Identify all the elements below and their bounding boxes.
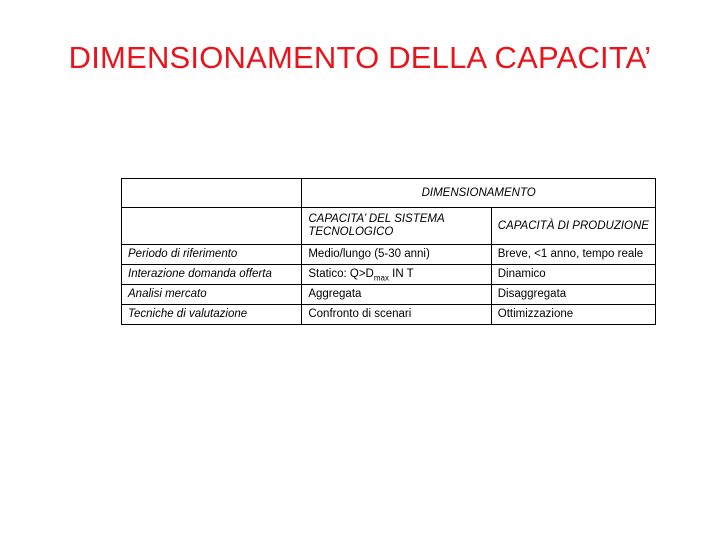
page-title: DIMENSIONAMENTO DELLA CAPACITA’ [68, 40, 652, 75]
column-header-prod: CAPACITÀ DI PRODUZIONE [491, 208, 655, 245]
table-row [122, 265, 656, 285]
column-header-tech: CAPACITA’ DEL SISTEMA TECNOLOGICO [302, 208, 491, 245]
cell-prod: Disaggregata [491, 285, 655, 305]
table-group-header: DIMENSIONAMENTO [302, 179, 656, 208]
cell-tech: Aggregata [302, 285, 491, 305]
row-label: Interazione domanda offerta [122, 265, 302, 285]
cell-tech-suffix: IN T [388, 268, 414, 280]
row-label: Periodo di riferimento [122, 245, 302, 265]
cell-prod: Breve, <1 anno, tempo reale [491, 245, 655, 265]
dimensioning-table [121, 178, 656, 325]
table-row [122, 245, 656, 265]
column-header-row [122, 208, 656, 245]
empty-label-cell [122, 208, 302, 245]
cell-tech-prefix: Statico: Q>D [308, 268, 374, 280]
table-row [122, 305, 656, 325]
cell-prod: Ottimizzazione [491, 305, 655, 325]
cell-tech: Confronto di scenari [302, 305, 491, 325]
row-label: Analisi mercato [122, 285, 302, 305]
cell-tech-subscript: max [373, 273, 389, 283]
table-row [122, 285, 656, 305]
table-header-row [122, 179, 656, 208]
cell-tech: Medio/lungo (5-30 anni) [302, 245, 491, 265]
cell-prod: Dinamico [491, 265, 655, 285]
empty-corner-cell [122, 179, 302, 208]
row-label: Tecniche di valutazione [122, 305, 302, 325]
cell-tech [302, 265, 491, 285]
